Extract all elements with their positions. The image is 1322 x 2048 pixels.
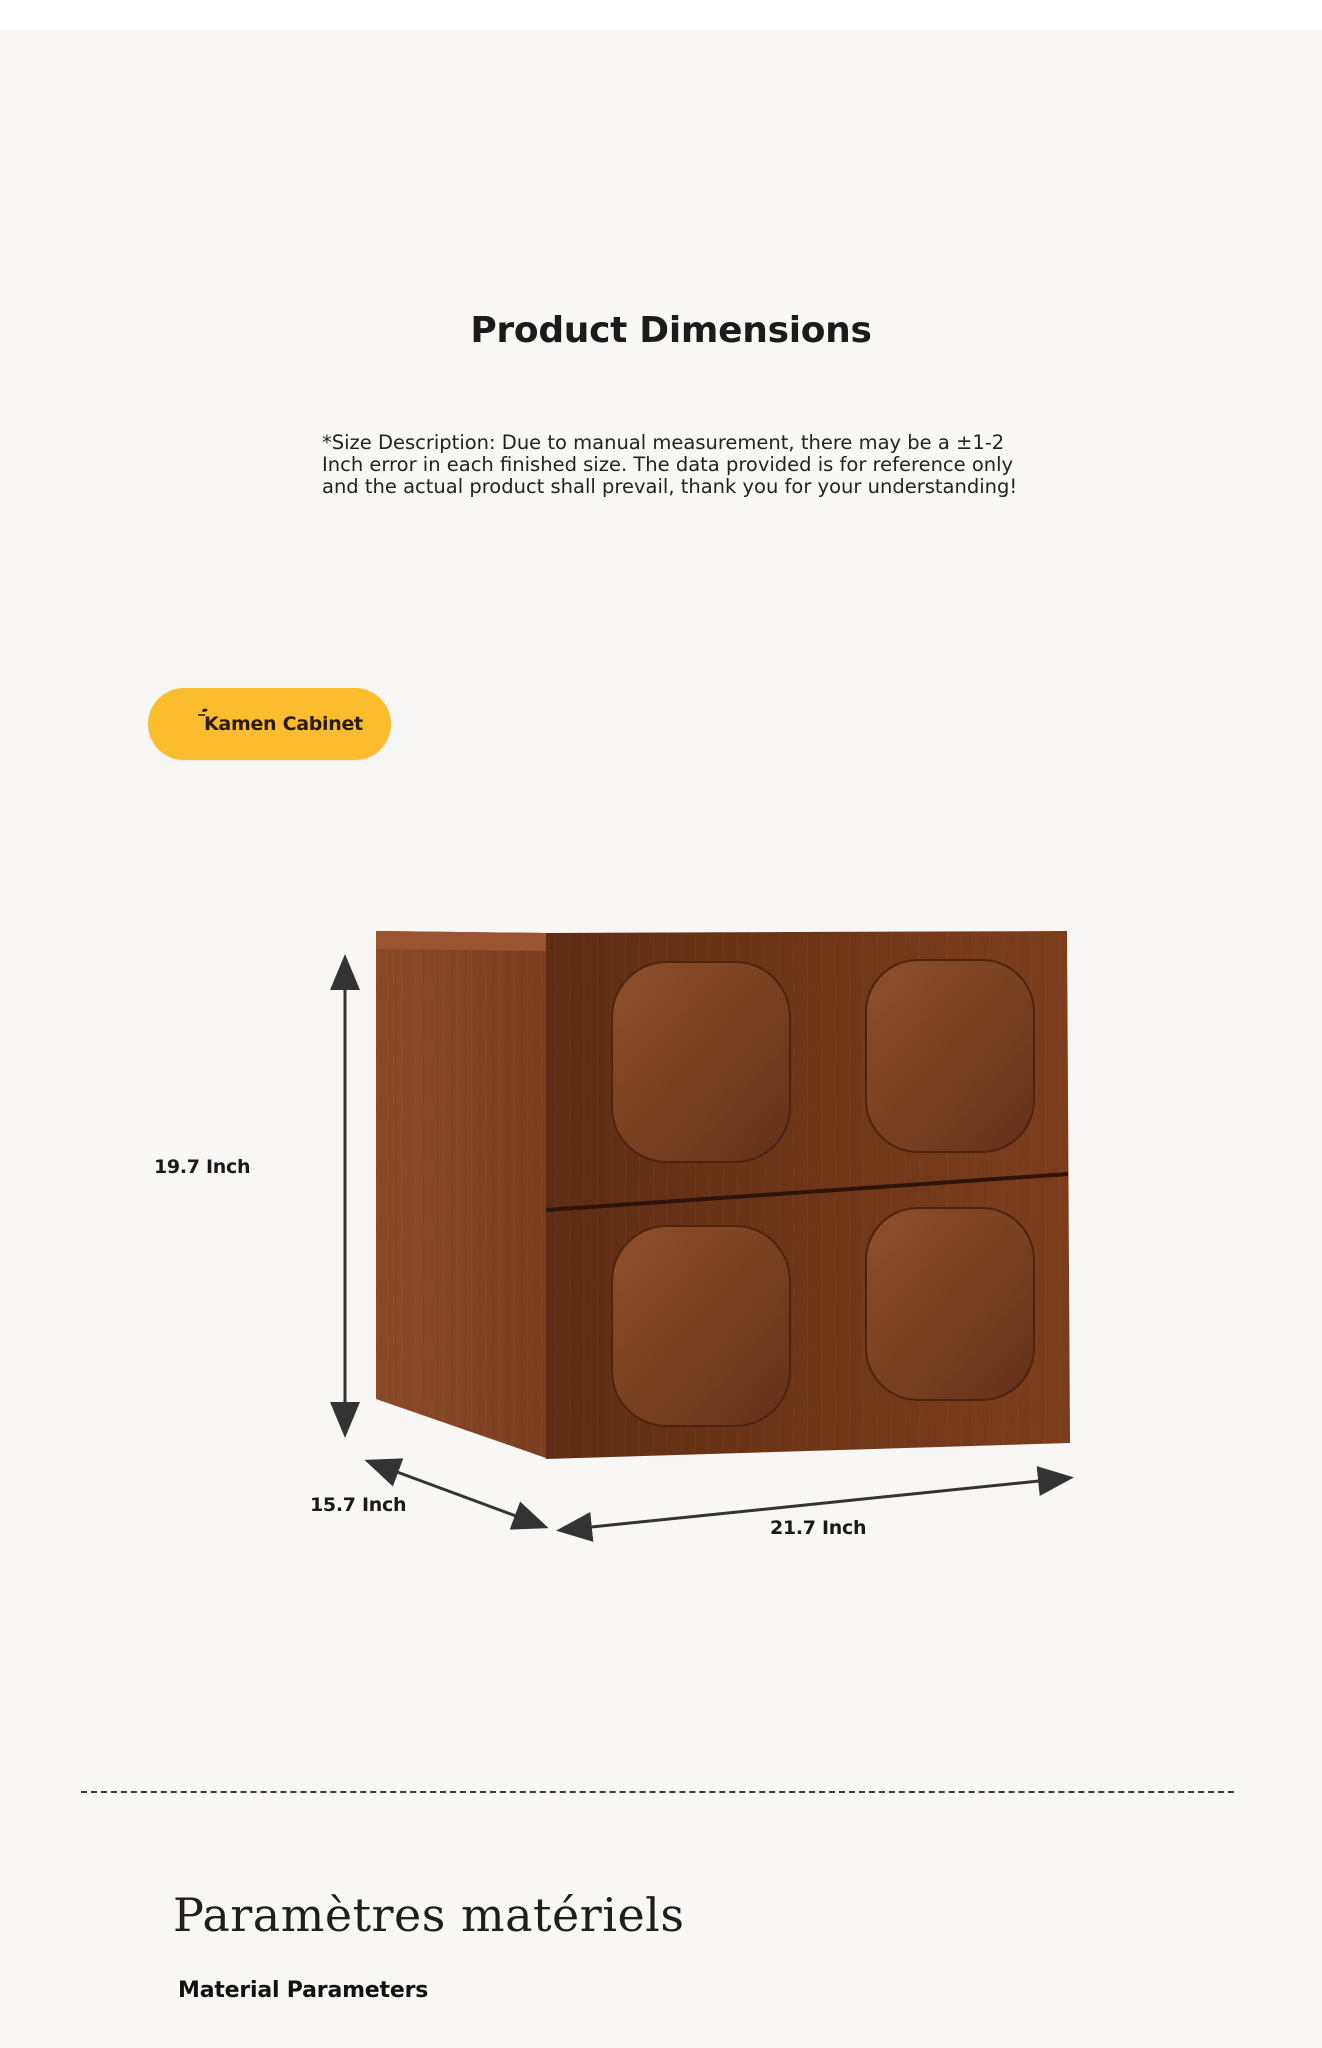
knob-bottom-right	[866, 1208, 1034, 1400]
knob-top-left	[612, 962, 790, 1162]
knob-bottom-left	[612, 1226, 790, 1426]
height-label: 19.7 Inch	[154, 1156, 251, 1178]
cabinet-side-panel	[376, 931, 546, 1458]
width-label: 21.7 Inch	[770, 1517, 867, 1539]
knob-top-right	[866, 960, 1034, 1152]
material-heading-fr: Paramètres matériels	[173, 1888, 685, 1942]
size-description: *Size Description: Due to manual measurement, there may be a ±1-2 Inch error in each finished size. The data provided is for reference only and the actual product shall prevail, thank you for your understanding!	[322, 431, 1018, 498]
depth-label: 15.7 Inch	[310, 1494, 407, 1516]
page-title: Product Dimensions	[470, 310, 872, 351]
section-divider	[81, 1791, 1234, 1793]
material-heading-en: Material Parameters	[178, 1978, 429, 2003]
content-panel	[0, 30, 1322, 2048]
product-name: Kamen Cabinet	[204, 713, 363, 735]
product-dimension-diagram	[0, 30, 1322, 1630]
